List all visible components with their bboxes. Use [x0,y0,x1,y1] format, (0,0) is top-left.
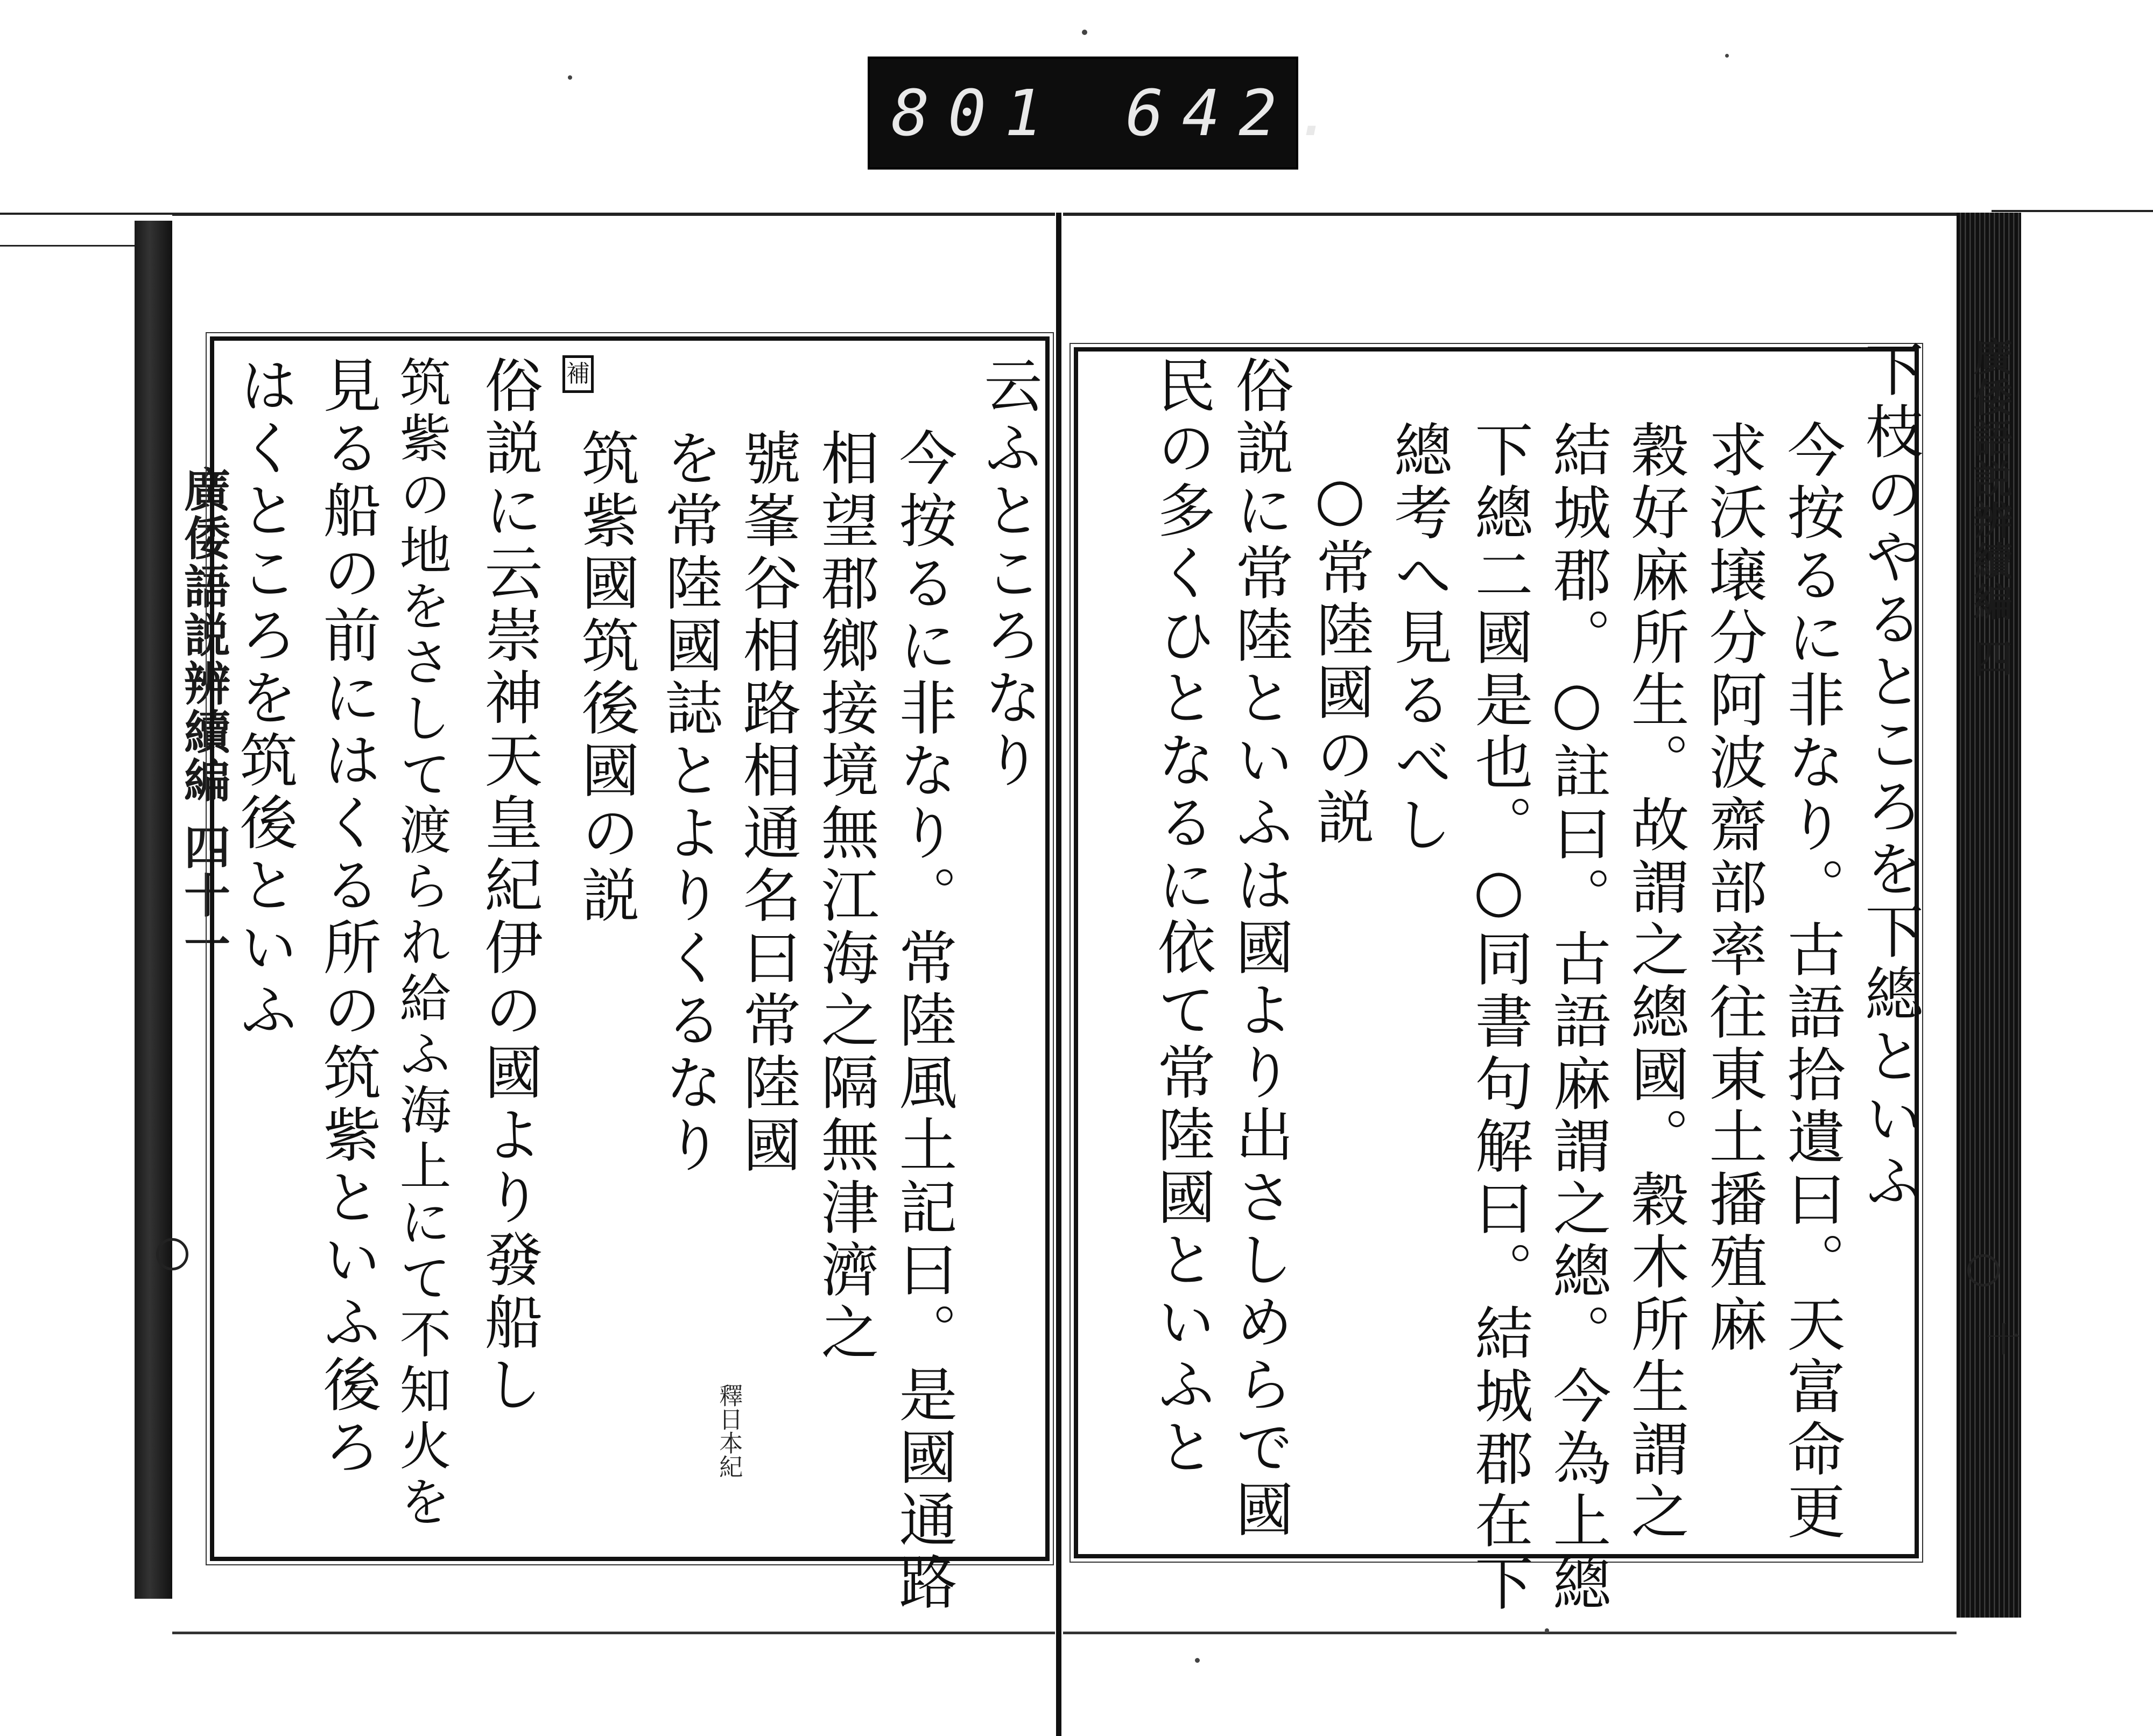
left-column-2: 今按るに非なり。常陸風土記曰。是國通路 [889,428,956,1614]
scan-rule-right [1992,210,2153,212]
right-column-8: ○常陸國の説 [1306,466,1374,849]
right-column-3: 求沃壌分阿波齋部率往東土播殖麻 [1699,420,1767,1357]
scan-speck [1195,1658,1200,1663]
left-column-9: 見る船の前にはくる所の筑紫といふ後ろ [313,355,381,1479]
left-column-8: 筑紫の地をさして渡られ給ふ海上にて不知火を [391,355,452,1531]
right-column-7: 總考へ見るべし [1384,420,1452,857]
left-column-7: 俗説に云崇神天皇紀伊の國より發船し [475,355,542,1417]
scan-rule-top-left [0,245,151,247]
citation-note: 釋日本紀 [715,1383,743,1478]
right-column-2: 今按るに非なり。古語拾遺曰。天富命更 [1777,420,1845,1544]
right-column-4: 穀好麻所生。故謂之總國。穀木所生謂之 [1621,420,1688,1544]
left-column-5: を常陸國誌とよりくるなり [655,428,722,1177]
right-column-9: 俗説に常陸といふは國より出さしめらで國 [1226,355,1293,1542]
left-column-10: はくところを筑後といふ [230,355,297,1042]
scan-speck [568,75,572,80]
scan-speck [1082,30,1087,35]
right-column-10: 民の多くひとなるに依て常陸國といふと [1148,355,1215,1479]
left-column-4: 號峯谷相路相通名曰常陸國 [733,428,800,1177]
left-column-1: 云ふところなり [974,355,1042,792]
open-book [135,213,2021,1650]
scan-speck [1725,54,1729,58]
scan-speck [1545,1628,1549,1633]
supplement-mark: 補 [562,355,594,393]
film-number-label [868,57,1352,170]
right-column-5: 結城郡。○註曰。古語麻謂之總。今為上總 [1543,420,1610,1615]
fish-tail-mark-left [156,1238,188,1270]
book-edge-left [135,221,172,1599]
right-column-6: 下總二國是也。○同書句解曰。結城郡在下 [1465,420,1532,1615]
left-column-6: 筑紫國筑後國の説 [572,428,639,927]
right-column-1: 下枝のやるところを下總といふ [1855,339,1923,1213]
right-leaf-number: 十 [1980,1322,2020,1356]
left-column-3: 相望郡鄉接境無江海之隔無津濟之 [811,428,878,1365]
left-running-title: 廣倭語説辨續編 四十一 [176,466,230,968]
fish-tail-mark-right [1967,1254,2000,1287]
film-number-right: 642. [1125,76,1352,150]
film-number-left: 801 [891,76,1061,150]
right-running-title: 廣倭語説辨續編 四 [1967,336,2013,680]
book-gutter [1056,213,1061,1736]
